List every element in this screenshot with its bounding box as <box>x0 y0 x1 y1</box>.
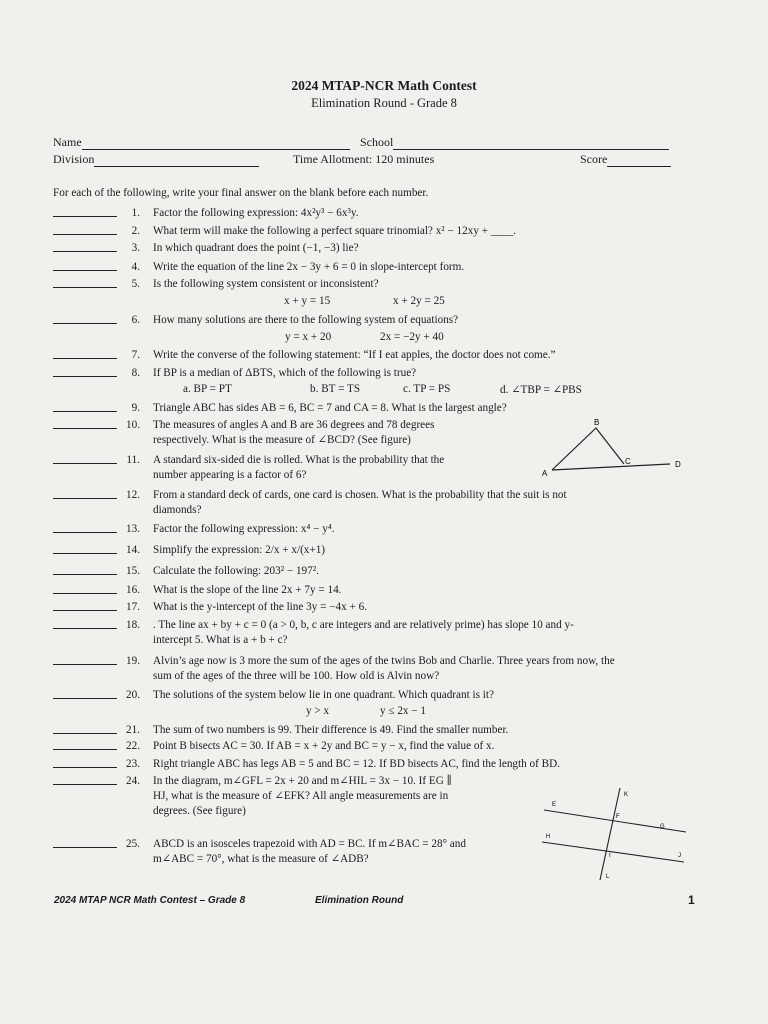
question-text: Factor the following expression: 4x²y³ − 6x³y. <box>153 207 359 219</box>
name-label: Name <box>53 135 82 149</box>
answer-choice: b. BT = TS <box>310 383 361 395</box>
answer-blank[interactable] <box>53 358 117 359</box>
answer-blank[interactable] <box>53 847 117 848</box>
label-f: F <box>616 814 620 820</box>
answer-blank[interactable] <box>53 323 117 324</box>
answer-blank[interactable] <box>53 767 117 768</box>
question-number: 5. <box>131 278 140 290</box>
transversal-kl <box>600 788 620 880</box>
question-text: Write the equation of the line 2x − 3y + 6 = 0 in slope-intercept form. <box>153 261 465 273</box>
label-l: L <box>606 874 610 880</box>
question-text: Triangle ABC has sides AB = 6, BC = 7 and CA = 8. What is the largest angle? <box>153 402 507 414</box>
question-text: How many solutions are there to the following system of equations? <box>153 314 459 326</box>
instructions: For each of the following, write your final answer on the blank before each number. <box>53 187 429 199</box>
name-blank[interactable] <box>82 138 350 150</box>
triangle-lines <box>552 428 624 470</box>
question-text: A standard six-sided die is rolled. What is the probability that the <box>153 454 445 466</box>
question-number: 3. <box>131 242 140 254</box>
question-text: Calculate the following: 203² − 197². <box>153 565 319 577</box>
question-number: 11. <box>126 454 140 466</box>
name-field[interactable] <box>53 135 350 150</box>
answer-blank[interactable] <box>53 593 117 594</box>
answer-blank[interactable] <box>53 574 117 575</box>
question-number: 2. <box>131 225 140 237</box>
question-text: ABCD is an isosceles trapezoid with AD = BC. If m∠BAC = 28° and <box>153 838 466 850</box>
question-text: Point B bisects AC = 30. If AB = x + 2y and BC = y − x, find the value of x. <box>153 740 495 752</box>
answer-blank[interactable] <box>53 428 117 429</box>
question-text: What is the slope of the line 2x + 7y = 14. <box>153 584 342 596</box>
school-field[interactable] <box>360 135 669 150</box>
question-text: The measures of angles A and B are 36 degrees and 78 degrees <box>153 419 435 431</box>
question-number: 24. <box>126 775 140 787</box>
division-blank[interactable] <box>94 155 259 167</box>
question-number: 19. <box>126 655 140 667</box>
footer-contest: 2024 MTAP NCR Math Contest – Grade 8 <box>54 895 246 906</box>
system-equation: x + y = 15 <box>284 295 331 307</box>
label-a: A <box>542 469 548 478</box>
baseline-ad <box>552 464 670 470</box>
question-text: Simplify the expression: 2/x + x/(x+1) <box>153 544 326 556</box>
answer-blank[interactable] <box>53 216 117 217</box>
answer-choice: d. ∠TBP = ∠PBS <box>500 384 582 396</box>
triangle-figure <box>538 416 688 478</box>
question-number: 12. <box>126 489 140 501</box>
question-text: respectively. What is the measure of ∠BCD? (See figure) <box>153 434 411 446</box>
system-equation: 2x = −2y + 40 <box>380 331 444 343</box>
question-text: sum of the ages of the three will be 100. How old is Alvin now? <box>153 670 440 682</box>
division-label: Division <box>53 152 95 166</box>
answer-blank[interactable] <box>53 287 117 288</box>
school-blank[interactable] <box>393 138 669 150</box>
label-j: J <box>678 853 681 859</box>
answer-blank[interactable] <box>53 251 117 252</box>
system-equation: y > x <box>306 705 330 717</box>
answer-blank[interactable] <box>53 498 117 499</box>
question-text: intercept 5. What is a + b + c? <box>153 634 288 646</box>
score-blank[interactable] <box>607 155 671 167</box>
answer-blank[interactable] <box>53 270 117 271</box>
answer-blank[interactable] <box>53 664 117 665</box>
page-number: 1 <box>688 893 695 907</box>
question-number: 4. <box>131 261 140 273</box>
question-text: In which quadrant does the point (−1, −3) lie? <box>153 242 359 254</box>
label-e: E <box>552 802 557 808</box>
question-text: diamonds? <box>153 504 202 516</box>
label-c: C <box>625 457 631 466</box>
label-h: H <box>546 834 551 840</box>
answer-blank[interactable] <box>53 553 117 554</box>
line-hj <box>542 842 684 862</box>
answer-blank[interactable] <box>53 733 117 734</box>
parallel-lines-figure <box>536 782 696 882</box>
question-text: Right triangle ABC has legs AB = 5 and BC = 12. If BD bisects AC, find the length of BD. <box>153 758 560 770</box>
system-equation: x + 2y = 25 <box>393 295 445 307</box>
label-d: D <box>675 460 681 469</box>
answer-blank[interactable] <box>53 532 117 533</box>
question-number: 15. <box>126 565 140 577</box>
question-text: Alvin’s age now is 3 more the sum of the ages of the twins Bob and Charlie. Three years from now, the <box>153 655 615 667</box>
question-text: HJ, what is the measure of ∠EFK? All angle measurements are in <box>153 790 449 802</box>
question-number: 1. <box>131 207 140 219</box>
question-text: Is the following system consistent or inconsistent? <box>153 278 379 290</box>
label-k: K <box>624 792 629 798</box>
question-text: Write the converse of the following statement: “If I eat apples, the doctor does not come.” <box>153 349 556 361</box>
question-number: 25. <box>126 838 140 850</box>
question-text: The solutions of the system below lie in one quadrant. Which quadrant is it? <box>153 689 494 701</box>
question-number: 17. <box>126 601 140 613</box>
question-text: number appearing is a factor of 6? <box>153 469 307 481</box>
question-text: degrees. (See figure) <box>153 805 246 817</box>
question-text: . The line ax + by + c = 0 (a > 0, b, c are integers and are relatively prime) has slope 10 and y- <box>153 619 574 631</box>
question-text: m∠ABC = 70°, what is the measure of ∠ADB? <box>153 853 369 865</box>
question-text: The sum of two numbers is 99. Their difference is 49. Find the smaller number. <box>153 724 509 736</box>
answer-blank[interactable] <box>53 463 117 464</box>
answer-blank[interactable] <box>53 628 117 629</box>
question-number: 14. <box>126 544 140 556</box>
question-number: 16. <box>126 584 140 596</box>
question-number: 20. <box>126 689 140 701</box>
question-number: 6. <box>131 314 140 326</box>
system-equation: y ≤ 2x − 1 <box>380 705 427 717</box>
question-text: What is the y-intercept of the line 3y = −4x + 6. <box>153 601 368 613</box>
question-number: 18. <box>126 619 140 631</box>
exam-subtitle: Elimination Round - Grade 8 <box>311 96 457 110</box>
question-number: 13. <box>126 523 140 535</box>
exam-title: 2024 MTAP-NCR Math Contest <box>291 78 477 93</box>
question-number: 9. <box>131 402 140 414</box>
score-label: Score <box>580 152 608 166</box>
answer-blank[interactable] <box>53 610 117 611</box>
answer-blank[interactable] <box>53 698 117 699</box>
question-number: 8. <box>131 367 140 379</box>
question-number: 10. <box>126 419 140 431</box>
question-text: In the diagram, m∠GFL = 2x + 20 and m∠HIL = 3x − 10. If EG ∥ <box>153 775 452 787</box>
division-field[interactable] <box>53 152 259 167</box>
question-number: 23. <box>126 758 140 770</box>
answer-blank[interactable] <box>53 411 117 412</box>
school-label: School <box>360 135 394 149</box>
footer-round: Elimination Round <box>315 895 404 906</box>
system-equation: y = x + 20 <box>285 331 332 343</box>
question-text: From a standard deck of cards, one card is chosen. What is the probability that the suit is not <box>153 489 567 501</box>
label-i: I <box>609 853 611 859</box>
answer-blank[interactable] <box>53 234 117 235</box>
label-b: B <box>594 418 600 427</box>
question-text: Factor the following expression: x⁴ − y⁴. <box>153 523 335 535</box>
score-field[interactable] <box>580 152 671 167</box>
answer-choice: a. BP = PT <box>183 383 232 395</box>
answer-choice: c. TP = PS <box>403 383 451 395</box>
question-text: If BP is a median of ΔBTS, which of the following is true? <box>153 367 417 379</box>
answer-blank[interactable] <box>53 784 117 785</box>
label-g: G <box>660 824 665 830</box>
question-number: 22. <box>126 740 140 752</box>
time-allotment: Time Allotment: 120 minutes <box>293 152 435 166</box>
question-number: 21. <box>126 724 140 736</box>
answer-blank[interactable] <box>53 376 117 377</box>
answer-blank[interactable] <box>53 749 117 750</box>
question-number: 7. <box>131 349 140 361</box>
question-text: What term will make the following a perfect square trinomial? x² − 12xy + ____. <box>153 225 516 237</box>
